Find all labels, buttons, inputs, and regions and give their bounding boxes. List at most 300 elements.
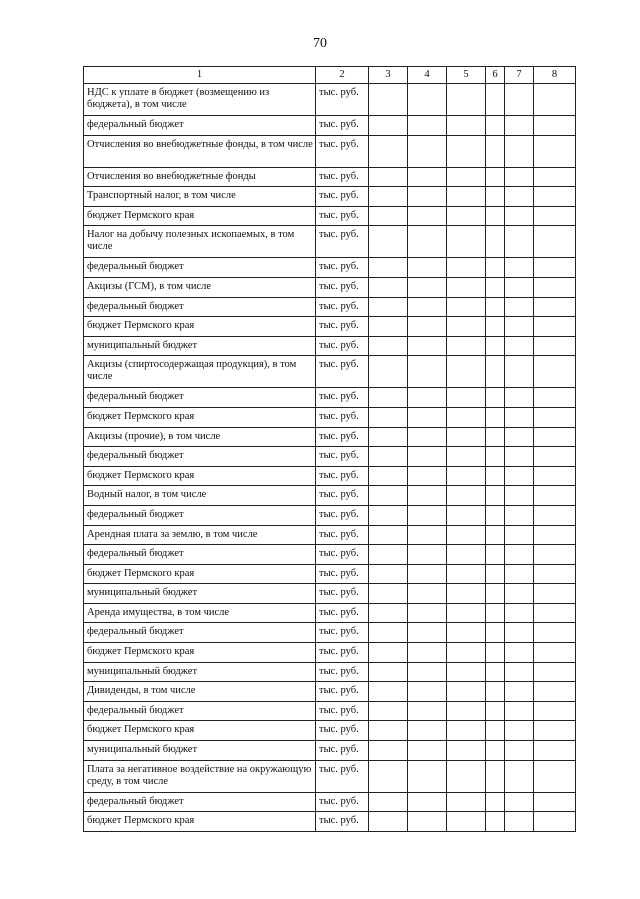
column-header: 2: [316, 67, 369, 84]
empty-cell: [486, 356, 505, 388]
row-name: федеральный бюджет: [84, 505, 316, 525]
empty-cell: [408, 623, 447, 643]
empty-cell: [447, 564, 486, 584]
empty-cell: [369, 317, 408, 337]
empty-cell: [505, 187, 534, 207]
empty-cell: [369, 356, 408, 388]
empty-cell: [486, 206, 505, 226]
row-unit: тыс. руб.: [316, 447, 369, 467]
empty-cell: [369, 486, 408, 506]
empty-cell: [408, 760, 447, 792]
empty-cell: [408, 226, 447, 258]
empty-cell: [505, 167, 534, 187]
empty-cell: [534, 525, 576, 545]
empty-cell: [534, 317, 576, 337]
empty-cell: [447, 187, 486, 207]
empty-cell: [534, 623, 576, 643]
empty-cell: [505, 505, 534, 525]
empty-cell: [486, 505, 505, 525]
row-name: федеральный бюджет: [84, 447, 316, 467]
empty-cell: [534, 336, 576, 356]
empty-cell: [486, 84, 505, 116]
empty-cell: [408, 812, 447, 832]
row-name: муниципальный бюджет: [84, 584, 316, 604]
empty-cell: [369, 721, 408, 741]
empty-cell: [447, 336, 486, 356]
row-unit: тыс. руб.: [316, 584, 369, 604]
empty-cell: [369, 206, 408, 226]
empty-cell: [369, 812, 408, 832]
empty-cell: [408, 603, 447, 623]
table-row: [84, 336, 576, 356]
table-row: [84, 206, 576, 226]
empty-cell: [505, 258, 534, 278]
empty-cell: [408, 206, 447, 226]
table-row: [84, 277, 576, 297]
empty-cell: [486, 701, 505, 721]
empty-cell: [505, 721, 534, 741]
empty-cell: [447, 505, 486, 525]
table-row: [84, 545, 576, 565]
empty-cell: [408, 584, 447, 604]
row-name: Дивиденды, в том числе: [84, 682, 316, 702]
empty-cell: [408, 564, 447, 584]
empty-cell: [369, 277, 408, 297]
empty-cell: [369, 682, 408, 702]
empty-cell: [369, 258, 408, 278]
row-unit: тыс. руб.: [316, 277, 369, 297]
empty-cell: [408, 447, 447, 467]
empty-cell: [505, 603, 534, 623]
row-unit: тыс. руб.: [316, 388, 369, 408]
row-unit: тыс. руб.: [316, 721, 369, 741]
row-unit: тыс. руб.: [316, 741, 369, 761]
row-unit: тыс. руб.: [316, 356, 369, 388]
empty-cell: [369, 505, 408, 525]
empty-cell: [486, 258, 505, 278]
empty-cell: [369, 447, 408, 467]
empty-cell: [369, 84, 408, 116]
empty-cell: [505, 317, 534, 337]
table-row: [84, 792, 576, 812]
empty-cell: [534, 226, 576, 258]
empty-cell: [534, 792, 576, 812]
empty-cell: [505, 741, 534, 761]
empty-cell: [369, 643, 408, 663]
row-name: федеральный бюджет: [84, 701, 316, 721]
empty-cell: [486, 603, 505, 623]
empty-cell: [534, 297, 576, 317]
empty-cell: [447, 525, 486, 545]
empty-cell: [486, 116, 505, 136]
row-name: бюджет Пермского края: [84, 643, 316, 663]
row-unit: тыс. руб.: [316, 564, 369, 584]
row-name: Отчисления во внебюджетные фонды, в том числе: [84, 135, 316, 167]
empty-cell: [408, 407, 447, 427]
row-name: Акцизы (ГСМ), в том числе: [84, 277, 316, 297]
row-name: Транспортный налог, в том числе: [84, 187, 316, 207]
empty-cell: [505, 662, 534, 682]
row-name: бюджет Пермского края: [84, 407, 316, 427]
table-row: [84, 466, 576, 486]
row-unit: тыс. руб.: [316, 407, 369, 427]
empty-cell: [505, 545, 534, 565]
empty-cell: [534, 760, 576, 792]
row-unit: тыс. руб.: [316, 643, 369, 663]
table-row: [84, 187, 576, 207]
empty-cell: [505, 135, 534, 167]
row-unit: тыс. руб.: [316, 545, 369, 565]
empty-cell: [369, 187, 408, 207]
empty-cell: [534, 116, 576, 136]
empty-cell: [369, 760, 408, 792]
row-name: Налог на добычу полезных ископаемых, в том числе: [84, 226, 316, 258]
table-row: [84, 701, 576, 721]
empty-cell: [369, 466, 408, 486]
empty-cell: [534, 388, 576, 408]
empty-cell: [486, 564, 505, 584]
empty-cell: [534, 447, 576, 467]
empty-cell: [486, 226, 505, 258]
empty-cell: [505, 623, 534, 643]
empty-cell: [505, 525, 534, 545]
empty-cell: [505, 427, 534, 447]
empty-cell: [369, 584, 408, 604]
table-row: [84, 447, 576, 467]
empty-cell: [408, 643, 447, 663]
row-unit: тыс. руб.: [316, 701, 369, 721]
empty-cell: [505, 206, 534, 226]
table-row: [84, 356, 576, 388]
empty-cell: [486, 643, 505, 663]
row-unit: тыс. руб.: [316, 258, 369, 278]
empty-cell: [505, 336, 534, 356]
empty-cell: [534, 564, 576, 584]
table-row: [84, 226, 576, 258]
row-name: федеральный бюджет: [84, 388, 316, 408]
table-row: [84, 584, 576, 604]
empty-cell: [408, 187, 447, 207]
empty-cell: [486, 277, 505, 297]
empty-cell: [486, 741, 505, 761]
empty-cell: [369, 741, 408, 761]
empty-cell: [534, 486, 576, 506]
empty-cell: [486, 721, 505, 741]
empty-cell: [408, 356, 447, 388]
empty-cell: [534, 584, 576, 604]
empty-cell: [408, 486, 447, 506]
row-name: Плата за негативное воздействие на окружающую среду, в том числе: [84, 760, 316, 792]
row-unit: тыс. руб.: [316, 792, 369, 812]
page-number: 70: [313, 36, 327, 51]
empty-cell: [534, 135, 576, 167]
column-header: 5: [447, 67, 486, 84]
row-name: муниципальный бюджет: [84, 662, 316, 682]
empty-cell: [486, 466, 505, 486]
row-unit: тыс. руб.: [316, 466, 369, 486]
empty-cell: [447, 662, 486, 682]
row-unit: тыс. руб.: [316, 297, 369, 317]
empty-cell: [505, 792, 534, 812]
empty-cell: [447, 258, 486, 278]
empty-cell: [447, 792, 486, 812]
row-name: Акцизы (прочие), в том числе: [84, 427, 316, 447]
empty-cell: [369, 336, 408, 356]
empty-cell: [408, 277, 447, 297]
empty-cell: [505, 407, 534, 427]
row-unit: тыс. руб.: [316, 135, 369, 167]
empty-cell: [369, 564, 408, 584]
table-row: [84, 116, 576, 136]
empty-cell: [408, 682, 447, 702]
empty-cell: [486, 662, 505, 682]
empty-cell: [505, 564, 534, 584]
empty-cell: [534, 721, 576, 741]
empty-cell: [369, 226, 408, 258]
table-row: [84, 662, 576, 682]
empty-cell: [408, 84, 447, 116]
empty-cell: [486, 317, 505, 337]
column-header: 8: [534, 67, 576, 84]
empty-cell: [534, 206, 576, 226]
table-row: [84, 812, 576, 832]
row-name: Отчисления во внебюджетные фонды: [84, 167, 316, 187]
empty-cell: [534, 643, 576, 663]
empty-cell: [369, 662, 408, 682]
empty-cell: [447, 623, 486, 643]
row-name: бюджет Пермского края: [84, 206, 316, 226]
empty-cell: [486, 297, 505, 317]
table-row: [84, 258, 576, 278]
empty-cell: [447, 407, 486, 427]
empty-cell: [534, 167, 576, 187]
column-header: 1: [84, 67, 316, 84]
empty-cell: [408, 525, 447, 545]
row-unit: тыс. руб.: [316, 603, 369, 623]
empty-cell: [505, 760, 534, 792]
row-unit: тыс. руб.: [316, 167, 369, 187]
row-unit: тыс. руб.: [316, 662, 369, 682]
empty-cell: [408, 297, 447, 317]
empty-cell: [486, 427, 505, 447]
empty-cell: [408, 336, 447, 356]
empty-cell: [408, 135, 447, 167]
empty-cell: [447, 277, 486, 297]
empty-cell: [486, 792, 505, 812]
empty-cell: [447, 741, 486, 761]
row-name: федеральный бюджет: [84, 297, 316, 317]
empty-cell: [369, 135, 408, 167]
empty-cell: [486, 447, 505, 467]
empty-cell: [534, 682, 576, 702]
empty-cell: [486, 167, 505, 187]
row-name: Акцизы (спиртосодержащая продукция), в том числе: [84, 356, 316, 388]
empty-cell: [369, 525, 408, 545]
empty-cell: [447, 116, 486, 136]
table-row: [84, 388, 576, 408]
empty-cell: [447, 701, 486, 721]
row-name: бюджет Пермского края: [84, 812, 316, 832]
empty-cell: [505, 447, 534, 467]
row-unit: тыс. руб.: [316, 682, 369, 702]
empty-cell: [408, 792, 447, 812]
table-row: [84, 682, 576, 702]
empty-cell: [486, 812, 505, 832]
row-name: НДС к уплате в бюджет (возмещению из бюджета), в том числе: [84, 84, 316, 116]
empty-cell: [408, 701, 447, 721]
empty-cell: [408, 258, 447, 278]
empty-cell: [534, 505, 576, 525]
empty-cell: [408, 721, 447, 741]
empty-cell: [534, 84, 576, 116]
empty-cell: [505, 277, 534, 297]
empty-cell: [505, 226, 534, 258]
table-row: [84, 297, 576, 317]
table-row: [84, 84, 576, 116]
empty-cell: [408, 662, 447, 682]
empty-cell: [369, 167, 408, 187]
empty-cell: [486, 623, 505, 643]
table-row: [84, 623, 576, 643]
empty-cell: [408, 741, 447, 761]
empty-cell: [369, 388, 408, 408]
row-name: бюджет Пермского края: [84, 466, 316, 486]
row-unit: тыс. руб.: [316, 486, 369, 506]
empty-cell: [447, 545, 486, 565]
empty-cell: [534, 545, 576, 565]
empty-cell: [505, 466, 534, 486]
table-row: [84, 564, 576, 584]
empty-cell: [505, 701, 534, 721]
empty-cell: [505, 116, 534, 136]
empty-cell: [505, 584, 534, 604]
row-name: муниципальный бюджет: [84, 336, 316, 356]
row-unit: тыс. руб.: [316, 525, 369, 545]
column-header: 4: [408, 67, 447, 84]
empty-cell: [369, 603, 408, 623]
empty-cell: [505, 812, 534, 832]
row-unit: тыс. руб.: [316, 206, 369, 226]
empty-cell: [408, 505, 447, 525]
row-name: бюджет Пермского края: [84, 564, 316, 584]
empty-cell: [486, 388, 505, 408]
column-header: 7: [505, 67, 534, 84]
row-name: Аренда имущества, в том числе: [84, 603, 316, 623]
row-unit: тыс. руб.: [316, 623, 369, 643]
empty-cell: [369, 407, 408, 427]
empty-cell: [534, 356, 576, 388]
budget-table: [83, 66, 576, 832]
empty-cell: [447, 297, 486, 317]
row-name: бюджет Пермского края: [84, 317, 316, 337]
row-name: федеральный бюджет: [84, 545, 316, 565]
row-unit: тыс. руб.: [316, 116, 369, 136]
empty-cell: [447, 135, 486, 167]
empty-cell: [486, 336, 505, 356]
empty-cell: [408, 545, 447, 565]
empty-cell: [408, 466, 447, 486]
empty-cell: [486, 525, 505, 545]
empty-cell: [447, 486, 486, 506]
row-unit: тыс. руб.: [316, 812, 369, 832]
column-header: 3: [369, 67, 408, 84]
row-name: федеральный бюджет: [84, 116, 316, 136]
empty-cell: [447, 447, 486, 467]
empty-cell: [486, 760, 505, 792]
empty-cell: [447, 84, 486, 116]
table-row: [84, 167, 576, 187]
row-unit: тыс. руб.: [316, 505, 369, 525]
empty-cell: [486, 545, 505, 565]
empty-cell: [534, 427, 576, 447]
table-row: [84, 643, 576, 663]
empty-cell: [447, 721, 486, 741]
empty-cell: [369, 792, 408, 812]
empty-cell: [534, 603, 576, 623]
table-row: [84, 760, 576, 792]
empty-cell: [408, 388, 447, 408]
empty-cell: [534, 466, 576, 486]
empty-cell: [505, 297, 534, 317]
table-row: [84, 407, 576, 427]
row-unit: тыс. руб.: [316, 427, 369, 447]
row-name: Водный налог, в том числе: [84, 486, 316, 506]
table-row: [84, 603, 576, 623]
empty-cell: [447, 682, 486, 702]
row-unit: тыс. руб.: [316, 187, 369, 207]
empty-cell: [447, 643, 486, 663]
empty-cell: [534, 407, 576, 427]
empty-cell: [447, 167, 486, 187]
table-row: [84, 741, 576, 761]
empty-cell: [369, 427, 408, 447]
empty-cell: [408, 167, 447, 187]
empty-cell: [447, 760, 486, 792]
empty-cell: [369, 297, 408, 317]
empty-cell: [486, 187, 505, 207]
empty-cell: [447, 427, 486, 447]
empty-cell: [486, 407, 505, 427]
empty-cell: [447, 388, 486, 408]
empty-cell: [369, 623, 408, 643]
empty-cell: [534, 277, 576, 297]
empty-cell: [534, 258, 576, 278]
table-row: [84, 317, 576, 337]
empty-cell: [447, 603, 486, 623]
empty-cell: [447, 356, 486, 388]
empty-cell: [447, 226, 486, 258]
table-row: [84, 135, 576, 167]
empty-cell: [447, 812, 486, 832]
empty-cell: [447, 584, 486, 604]
row-unit: тыс. руб.: [316, 317, 369, 337]
empty-cell: [369, 701, 408, 721]
empty-cell: [486, 682, 505, 702]
row-name: бюджет Пермского края: [84, 721, 316, 741]
empty-cell: [447, 466, 486, 486]
empty-cell: [505, 356, 534, 388]
empty-cell: [408, 116, 447, 136]
row-unit: тыс. руб.: [316, 226, 369, 258]
table-row: [84, 427, 576, 447]
empty-cell: [408, 427, 447, 447]
empty-cell: [447, 317, 486, 337]
empty-cell: [505, 84, 534, 116]
row-unit: тыс. руб.: [316, 84, 369, 116]
column-header: 6: [486, 67, 505, 84]
row-name: Арендная плата за землю, в том числе: [84, 525, 316, 545]
empty-cell: [505, 682, 534, 702]
